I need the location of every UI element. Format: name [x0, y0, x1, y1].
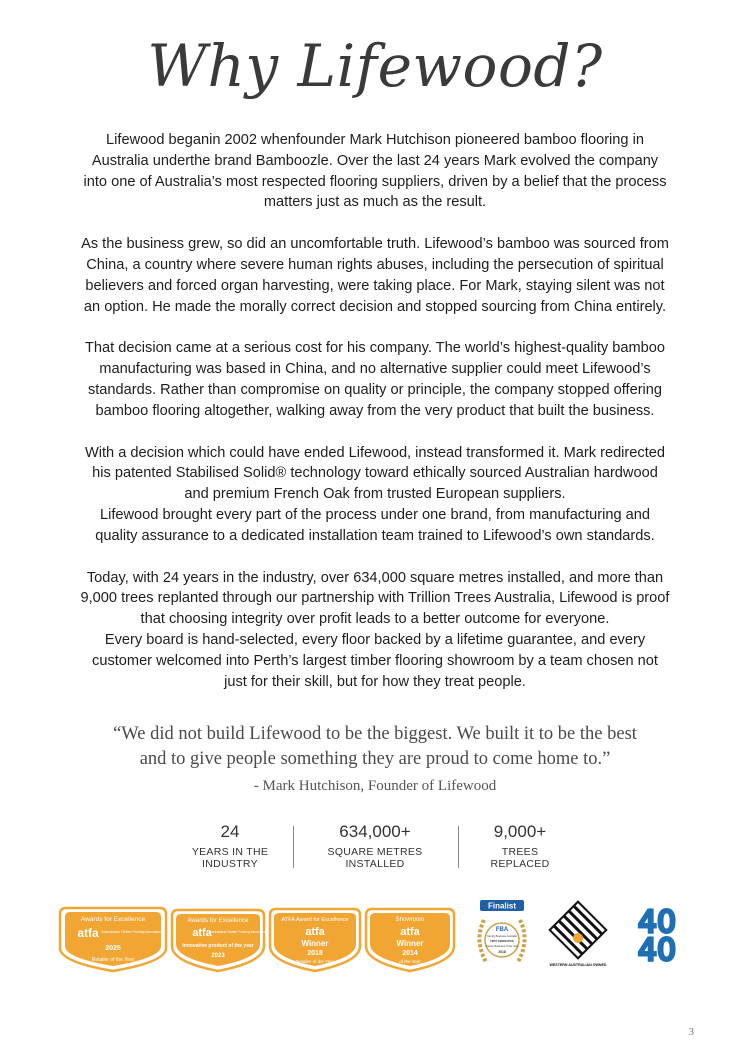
badge-text: Awards for Excellence — [80, 916, 146, 923]
badge-text: 2018 — [498, 950, 506, 954]
atfa-2014-badge-icon — [360, 904, 460, 974]
badge-text: 2014 — [402, 950, 418, 957]
badge-text: atfa — [305, 926, 325, 938]
stat-value: 634,000+ — [339, 822, 411, 841]
badge-text: WESTERN AUSTRALIAN OWNED — [549, 963, 607, 967]
stat-years — [160, 822, 300, 872]
badge-text: Retailer of the Year — [91, 957, 135, 963]
badge-text: Family Business of the Year — [485, 945, 519, 948]
badge-text: 2018 — [307, 950, 323, 957]
badge-text: Awards for Excellence — [187, 917, 249, 924]
badge-text: Family Business Australia — [487, 935, 517, 938]
badge-text: Winner — [396, 939, 424, 948]
atfa-2025-badge-icon — [56, 904, 170, 974]
badge-text: Retailer of the Year — [295, 959, 335, 964]
stat-label: YEARS IN THE INDUSTRY — [191, 846, 269, 870]
badge-text: Winner — [301, 939, 329, 948]
stat-trees — [450, 822, 590, 872]
badge-text: 2025 — [105, 945, 121, 952]
badge-text: Australasian Timber Flooring Association — [101, 930, 163, 934]
forty-under-forty-logo-icon — [620, 904, 694, 966]
badge-text: FIRST GENERATION — [490, 940, 514, 943]
paragraph-5: Today, with 24 years in the industry, over 634,000 square metres installed, and more than 9,000 trees replanted through our partnership with Trillion Trees Australia, Lifewood is proof that choosing integrity over profit leads to a better outcome for everyone. Every board is hand-selected, every floor backed by a lifetime guarantee, and every customer welcomed into Perth’s largest timber flooring showroom by a team chosen not just for their skill, but for how they treat people. — [80, 569, 670, 690]
page-title: Why Lifewood? — [147, 32, 603, 100]
badge-text: atfa — [192, 927, 212, 939]
wa-owned-logo-icon — [546, 900, 610, 972]
stat-label: SQUARE METRES INSTALLED — [327, 846, 423, 870]
paragraph-1: Lifewood beganin 2002 whenfounder Mark Hutchison pioneered bamboo flooring in Australia underthe brand Bamboozle. Over the last 24 years Mark evolved the company into one of Australia’s most respected flooring suppliers, driven by a belief that the process matters just as much as the result. — [83, 132, 667, 211]
page-number: 3 — [688, 1026, 694, 1038]
badge-text: Australasian Timber Flooring Association — [209, 930, 267, 934]
badge-text: FBA — [495, 927, 509, 933]
paragraph-3: That decision came at a serious cost for his company. The world’s highest-quality bamboo manufacturing was based in China, and no alternative supplier could meet Lifewood’s standards. Rather than compromise on quality or principle, the company stopped offering bamboo flooring altogether, walking away from the very product that built the business. — [85, 340, 665, 419]
stats-divider — [293, 826, 294, 868]
badge-text: Innovative product of the year — [182, 943, 254, 949]
atfa-2023-badge-icon — [164, 904, 272, 974]
badge-text: atfa — [77, 926, 99, 940]
family-business-finalist-icon — [470, 900, 534, 972]
badge-text: of the Year — [399, 959, 421, 964]
body-text — [60, 130, 690, 713]
paragraph-2: As the business grew, so did an uncomfortable truth. Lifewood’s bamboo was sourced from China, a country where severe human rights abuses, including the persecution of spiritual believers and forced organ harvesting, were taking place. For Mark, staying silent was not an option. He made the morally correct decision and stopped sourcing from China entirely. — [81, 236, 669, 315]
badge-text: ATFA Award for Excellence — [281, 917, 349, 923]
quote-attribution: - Mark Hutchison, Founder of Lifewood — [253, 778, 497, 794]
stats-row — [160, 822, 590, 872]
paragraph-4: With a decision which could have ended Lifewood, instead transformed it. Mark redirected his patented Stabilised Solid® technology toward ethically sourced Australian hardwood and premium French Oak from trusted European suppliers. Lifewood brought every part of the process under one brand, from manufacturing and quality assurance to a dedicated installation team trained to Lifewood’s own standards. — [84, 444, 665, 544]
founder-quote: “We did not build Lifewood to be the biggest. We built it to be the best and to give people something they are proud to come home to.” — [113, 724, 637, 769]
stats-divider — [458, 826, 459, 868]
stat-value: 9,000+ — [493, 822, 547, 841]
stat-value: 24 — [220, 822, 240, 841]
badge-text: 2023 — [211, 953, 225, 959]
atfa-2018-badge-icon — [264, 904, 366, 974]
badge-text: 40 — [637, 933, 677, 966]
stat-square-metres — [305, 822, 445, 872]
badge-text: Showroom — [395, 917, 425, 923]
badge-text: 40 — [637, 905, 677, 940]
badge-text: Finalist — [487, 901, 517, 911]
awards-row — [0, 898, 750, 978]
stat-label: TREES REPLACED — [490, 846, 550, 870]
badge-text: atfa — [400, 926, 420, 938]
